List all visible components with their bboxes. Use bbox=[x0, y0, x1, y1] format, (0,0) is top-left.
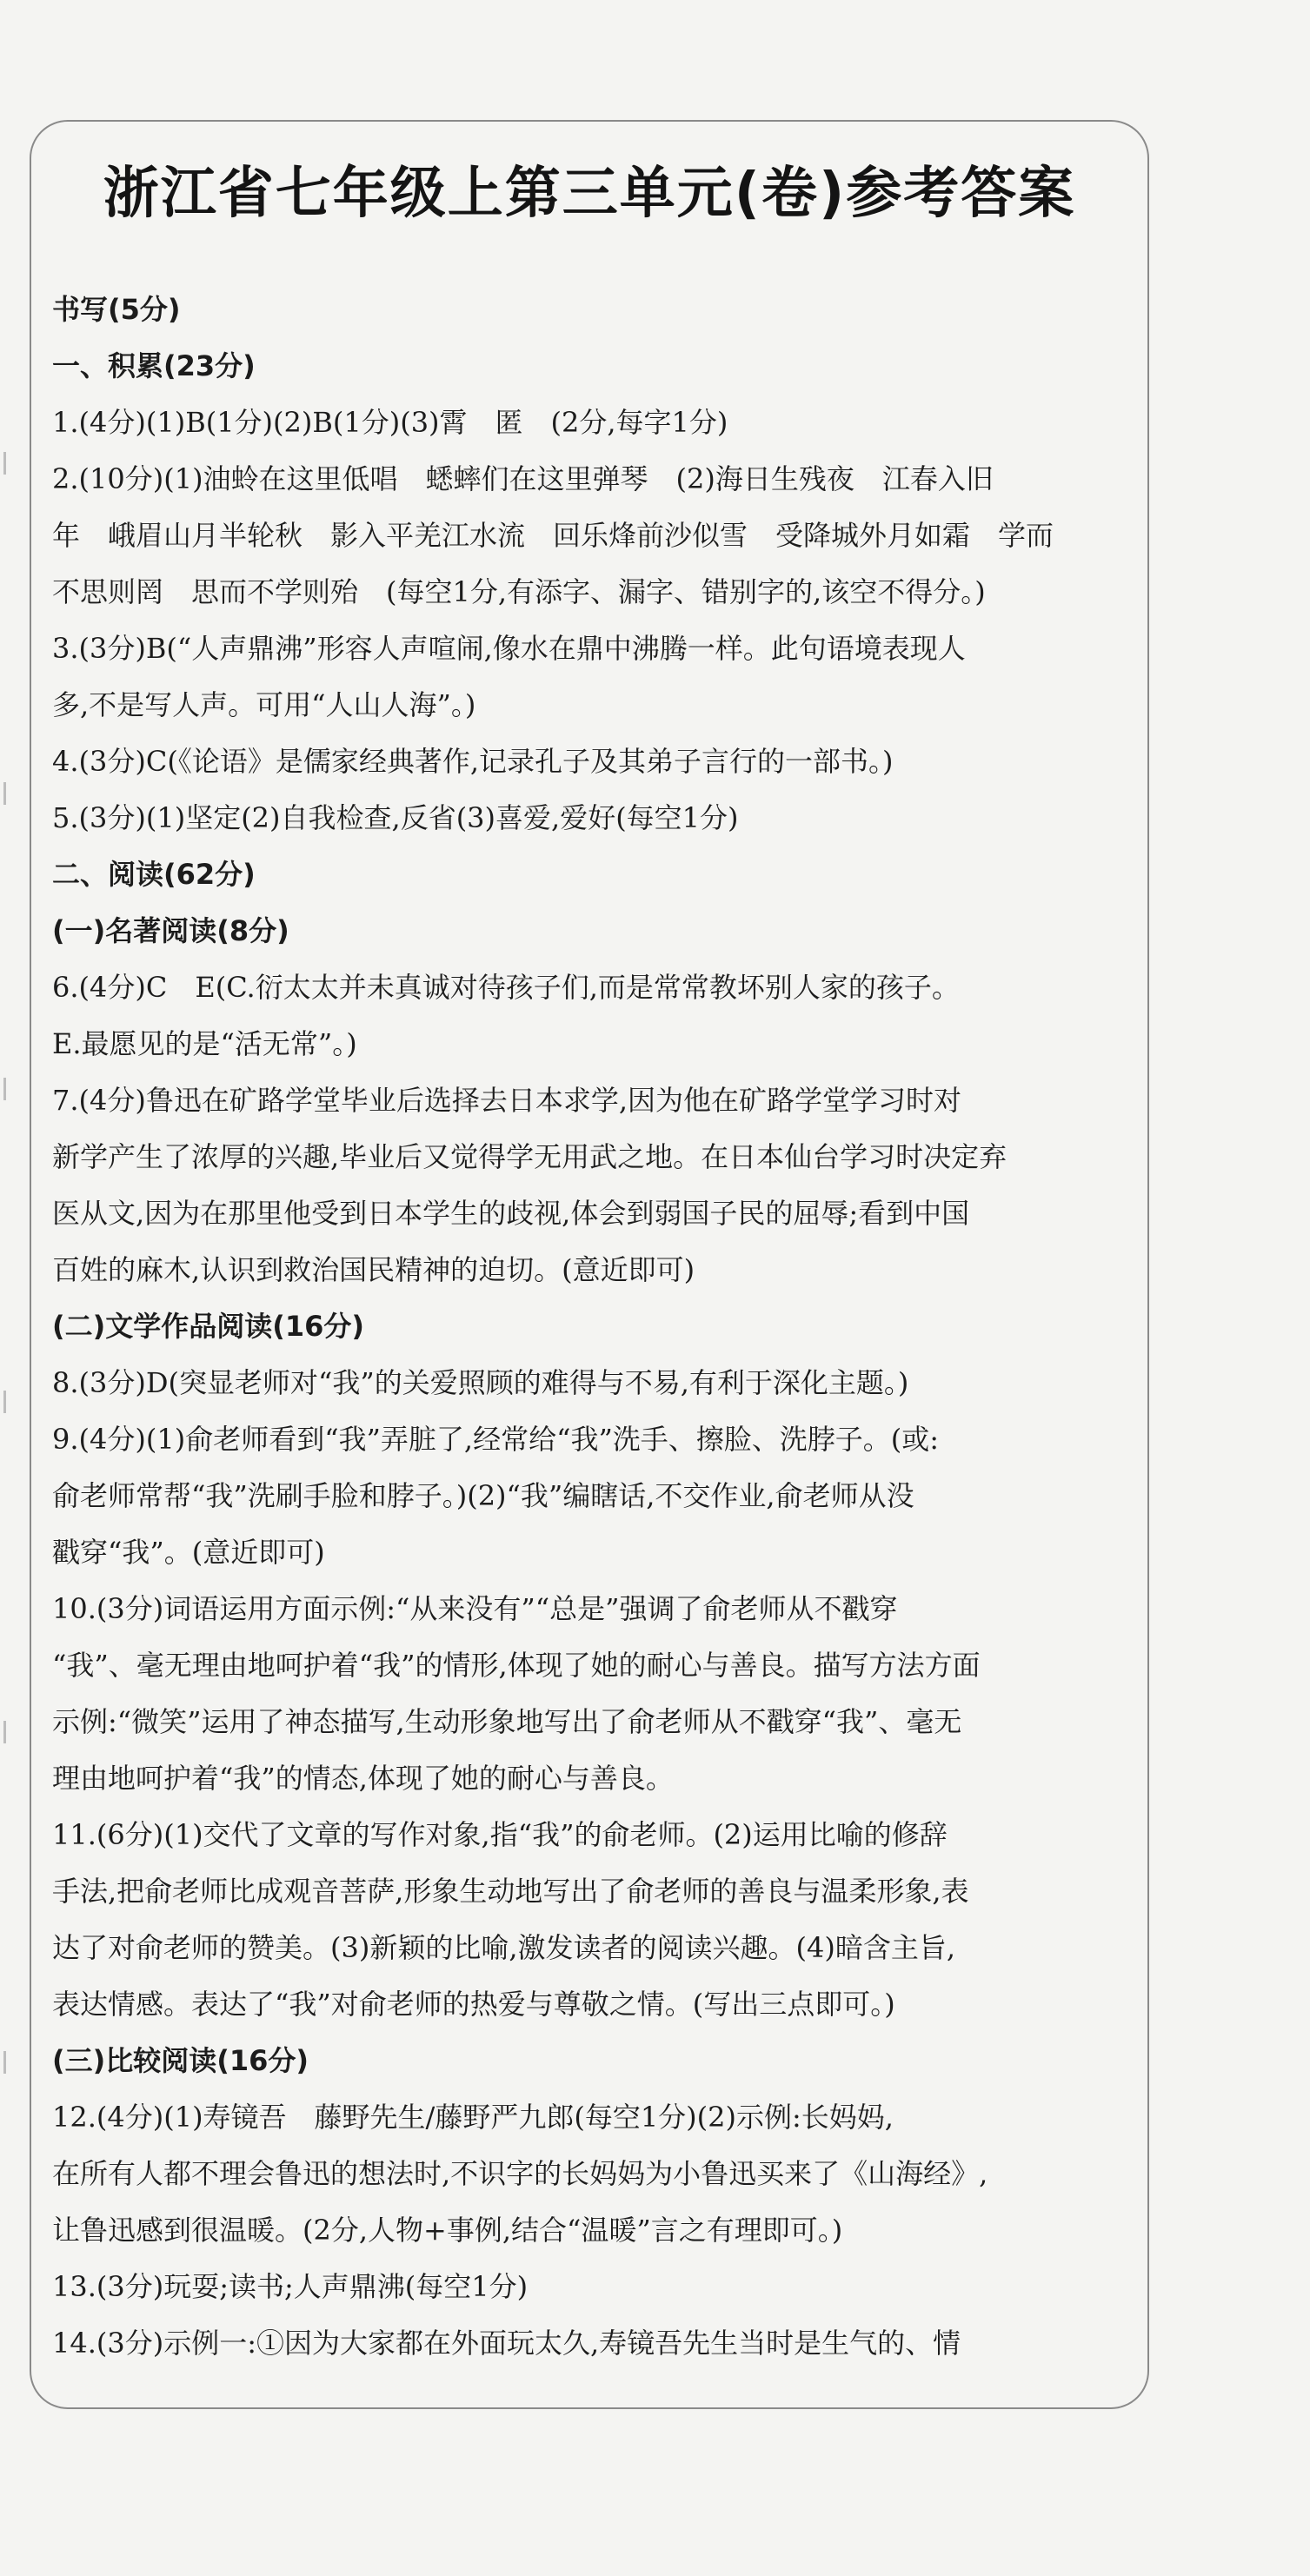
binding-mark bbox=[3, 1078, 6, 1100]
section-heading: (一)名著阅读(8分) bbox=[52, 914, 289, 947]
answer-line: 8.(3分)D(突显老师对“我”的关爱照顾的难得与不易,有利于深化主题。) bbox=[52, 1366, 909, 1399]
page-title: 浙江省七年级上第三单元(卷)参考答案 bbox=[103, 162, 1076, 226]
answer-line: 多,不是写人声。可用“人山人海”。) bbox=[52, 688, 476, 721]
answer-line: 戳穿“我”。(意近即可) bbox=[52, 1536, 325, 1569]
answer-line: 7.(4分)鲁迅在矿路学堂毕业后选择去日本求学,因为他在矿路学堂学习时对 bbox=[52, 1084, 962, 1117]
answer-line: E.最愿见的是“活无常”。) bbox=[52, 1027, 357, 1060]
answer-line: 新学产生了浓厚的兴趣,毕业后又觉得学无用武之地。在日本仙台学习时决定弃 bbox=[52, 1140, 1007, 1173]
answer-line: 在所有人都不理会鲁迅的想法时,不识字的长妈妈为小鲁迅买来了《山海经》, bbox=[52, 2157, 988, 2190]
answer-line: 年 峨眉山月半轮秋 影入平羌江水流 回乐烽前沙似雪 受降城外月如霜 学而 bbox=[52, 519, 1054, 552]
answer-line: 12.(4分)(1)寿镜吾 藤野先生/藤野严九郎(每空1分)(2)示例:长妈妈, bbox=[52, 2101, 894, 2134]
answer-line: “我”、毫无理由地呵护着“我”的情形,体现了她的耐心与善良。描写方法方面 bbox=[52, 1649, 981, 1682]
section-heading: 书写(5分) bbox=[52, 293, 181, 326]
answer-line: 2.(10分)(1)油蛉在这里低唱 蟋蟀们在这里弹琴 (2)海日生残夜 江春入旧 bbox=[52, 462, 994, 495]
answer-line: 14.(3分)示例一:①因为大家都在外面玩太久,寿镜吾先生当时是生气的、情 bbox=[52, 2327, 961, 2360]
answer-line: 让鲁迅感到很温暖。(2分,人物+事例,结合“温暖”言之有理即可。) bbox=[52, 2214, 843, 2247]
answer-line: 6.(4分)C E(C.衍太太并未真诚对待孩子们,而是常常教坏别人家的孩子。 bbox=[52, 971, 960, 1004]
answer-line: 百姓的麻木,认识到救治国民精神的迫切。(意近即可) bbox=[52, 1253, 695, 1286]
answer-line: 达了对俞老师的赞美。(3)新颖的比喻,激发读者的阅读兴趣。(4)暗含主旨, bbox=[52, 1931, 956, 1964]
answer-line: 表达情感。表达了“我”对俞老师的热爱与尊敬之情。(写出三点即可。) bbox=[52, 1988, 895, 2021]
section-heading: (三)比较阅读(16分) bbox=[52, 2044, 309, 2077]
answer-line: 10.(3分)词语运用方面示例:“从来没有”“总是”强调了俞老师从不戳穿 bbox=[52, 1592, 898, 1625]
answer-line: 3.(3分)B(“人声鼎沸”形容人声喧闹,像水在鼎中沸腾一样。此句语境表现人 bbox=[52, 632, 966, 665]
answer-line: 手法,把俞老师比成观音菩萨,形象生动地写出了俞老师的善良与温柔形象,表 bbox=[52, 1875, 969, 1908]
section-heading: 一、积累(23分) bbox=[52, 349, 256, 382]
answer-line: 11.(6分)(1)交代了文章的写作对象,指“我”的俞老师。(2)运用比喻的修辞 bbox=[52, 1818, 948, 1851]
answer-content bbox=[52, 282, 1134, 2372]
answer-line: 理由地呵护着“我”的情态,体现了她的耐心与善良。 bbox=[52, 1762, 674, 1795]
answer-line: 示例:“微笑”运用了神态描写,生动形象地写出了俞老师从不戳穿“我”、毫无 bbox=[52, 1705, 962, 1738]
answer-line: 1.(4分)(1)B(1分)(2)B(1分)(3)霄 匿 (2分,每字1分) bbox=[52, 406, 728, 439]
answer-line: 俞老师常帮“我”洗刷手脸和脖子。)(2)“我”编瞎话,不交作业,俞老师从没 bbox=[52, 1479, 914, 1512]
answer-line: 5.(3分)(1)坚定(2)自我检查,反省(3)喜爱,爱好(每空1分) bbox=[52, 801, 739, 834]
binding-mark bbox=[3, 782, 6, 805]
answer-line: 不思则罔 思而不学则殆 (每空1分,有添字、漏字、错别字的,该空不得分。) bbox=[52, 575, 986, 608]
binding-mark bbox=[3, 1391, 6, 1413]
answer-line: 13.(3分)玩耍;读书;人声鼎沸(每空1分) bbox=[52, 2270, 529, 2303]
section-heading: 二、阅读(62分) bbox=[52, 858, 256, 891]
binding-mark bbox=[3, 2051, 6, 2074]
binding-mark bbox=[3, 452, 6, 475]
answer-line: 4.(3分)C(《论语》是儒家经典著作,记录孔子及其弟子言行的一部书。) bbox=[52, 745, 894, 778]
section-heading: (二)文学作品阅读(16分) bbox=[52, 1310, 365, 1343]
answer-line: 9.(4分)(1)俞老师看到“我”弄脏了,经常给“我”洗手、擦脸、洗脖子。(或: bbox=[52, 1423, 940, 1456]
binding-mark bbox=[3, 1721, 6, 1743]
answer-line: 医从文,因为在那里他受到日本学生的歧视,体会到弱国子民的屈辱;看到中国 bbox=[52, 1197, 970, 1230]
